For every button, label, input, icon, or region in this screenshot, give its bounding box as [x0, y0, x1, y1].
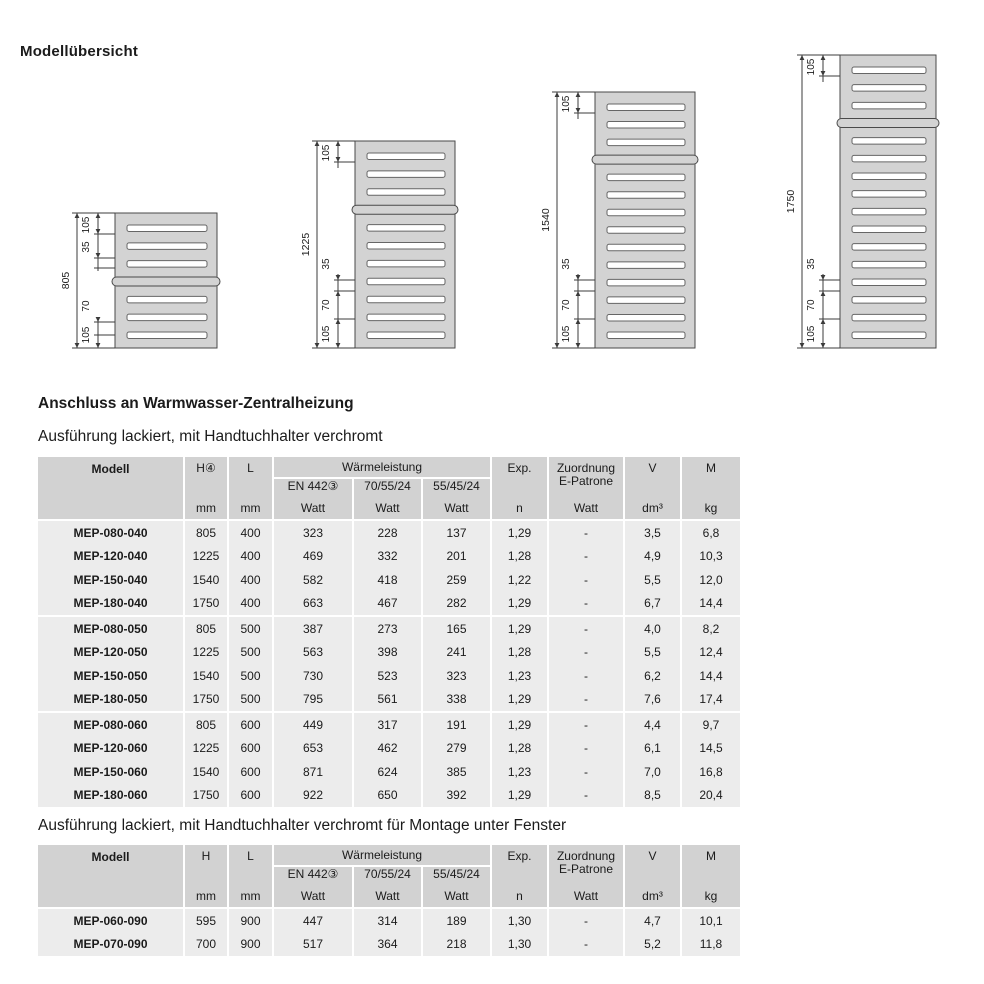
header-unit: kg — [704, 889, 718, 903]
cell-model: MEP-080-060 — [73, 717, 148, 732]
cell: 4,0 — [623, 617, 680, 641]
header-unit: Watt — [573, 501, 599, 515]
cell: 191 — [421, 713, 490, 737]
cell: 1750 — [183, 784, 227, 808]
cell: 9,7 — [680, 713, 740, 737]
cell: - — [547, 737, 623, 761]
cell: 7,0 — [623, 760, 680, 784]
cell-model: MEP-150-050 — [73, 668, 148, 683]
cell: 1,29 — [490, 521, 547, 545]
header-line: Exp. — [507, 461, 532, 475]
cell: 462 — [352, 737, 421, 761]
header-line: E-Patrone — [558, 474, 613, 488]
header-line: 70/55/24 — [364, 867, 411, 881]
header-unit: n — [516, 501, 523, 515]
header-line: EN 442③ — [287, 479, 339, 493]
table1-caption: Ausführung lackiert, mit Handtuchhalter verchromt — [38, 428, 383, 445]
cell: 500 — [227, 664, 272, 688]
cell: 14,4 — [680, 664, 740, 688]
cell: 338 — [421, 688, 490, 712]
cell: 364 — [352, 933, 421, 957]
header-line: Zuordnung — [556, 461, 616, 475]
cell: 4,9 — [623, 545, 680, 569]
header-label — [288, 868, 339, 881]
cell: 400 — [227, 545, 272, 569]
cell: 10,1 — [680, 909, 740, 933]
cell: 600 — [227, 784, 272, 808]
cell: 282 — [421, 592, 490, 616]
col-header-70-55-24 — [352, 479, 421, 519]
table-row — [38, 664, 740, 688]
svg-text:35: 35 — [81, 241, 92, 253]
cell: 3,5 — [623, 521, 680, 545]
cell: 16,8 — [680, 760, 740, 784]
cell: 563 — [272, 641, 352, 665]
radiator-drawing-1225 — [300, 141, 458, 348]
cell: 6,1 — [623, 737, 680, 761]
cell: 449 — [272, 713, 352, 737]
header-unit: Watt — [375, 889, 400, 903]
cell-model: MEP-180-040 — [73, 596, 148, 611]
header-line: 55/45/24 — [433, 867, 480, 881]
cell: 189 — [421, 909, 490, 933]
cell: 400 — [227, 592, 272, 616]
cell: - — [547, 664, 623, 688]
radiator-drawing-1540 — [540, 92, 698, 348]
svg-text:105: 105 — [561, 95, 572, 113]
header-label — [648, 462, 656, 475]
svg-text:35: 35 — [321, 258, 332, 270]
cell-model: MEP-150-040 — [73, 572, 148, 587]
spec-table-under-window — [38, 845, 740, 958]
cell: 14,4 — [680, 592, 740, 616]
header-line: H — [201, 849, 211, 863]
header-line: V — [648, 461, 657, 475]
table-row — [38, 737, 740, 761]
cell: 14,5 — [680, 737, 740, 761]
cell: 8,2 — [680, 617, 740, 641]
cell: 1540 — [183, 568, 227, 592]
cell: 500 — [227, 688, 272, 712]
svg-text:105: 105 — [81, 326, 92, 344]
header-unit: mm — [196, 889, 216, 903]
cell-model: MEP-150-060 — [73, 764, 148, 779]
cell-model: MEP-070-090 — [73, 937, 148, 952]
cell: 1,30 — [490, 909, 547, 933]
svg-text:105: 105 — [321, 325, 332, 343]
cell: 1225 — [183, 737, 227, 761]
header-line: Modell — [91, 462, 130, 476]
header-label — [364, 868, 411, 881]
cell: 600 — [227, 737, 272, 761]
svg-text:1225: 1225 — [300, 232, 312, 257]
table-row — [38, 784, 740, 808]
svg-text:105: 105 — [321, 144, 332, 162]
table-row — [38, 568, 740, 592]
cell: 398 — [352, 641, 421, 665]
group-title-waermeleistung: Wärmeleistung — [274, 457, 490, 479]
row-group — [38, 909, 740, 956]
header-label — [247, 850, 254, 863]
svg-text:35: 35 — [806, 258, 817, 270]
cell: 500 — [227, 641, 272, 665]
cell-model: MEP-180-060 — [73, 788, 148, 803]
col-header-en442 — [274, 479, 352, 519]
cell: - — [547, 592, 623, 616]
header-unit: mm — [196, 501, 216, 515]
col-header-v — [623, 457, 680, 519]
header-label — [706, 850, 716, 863]
cell: 871 — [272, 760, 352, 784]
col-group-waermeleistung — [272, 457, 490, 519]
cell: 137 — [421, 521, 490, 545]
header-label — [202, 850, 211, 863]
header-line: E-Patrone — [558, 862, 613, 876]
svg-text:70: 70 — [81, 300, 92, 312]
cell: 323 — [272, 521, 352, 545]
cell: - — [547, 713, 623, 737]
spec-table-standard — [38, 457, 740, 809]
group-subheaders — [274, 867, 490, 907]
col-header-zuordnung-e-patrone — [547, 845, 623, 907]
header-line: V — [648, 849, 657, 863]
cell: 201 — [421, 545, 490, 569]
header-label — [507, 462, 531, 475]
table-row — [38, 688, 740, 712]
cell-model: MEP-120-040 — [73, 549, 148, 564]
cell: 600 — [227, 713, 272, 737]
cell: 4,4 — [623, 713, 680, 737]
cell: 5,5 — [623, 641, 680, 665]
col-header-modell — [38, 457, 183, 519]
cell: - — [547, 641, 623, 665]
header-line: M — [706, 849, 716, 863]
col-header-h — [183, 845, 227, 907]
cell: 805 — [183, 713, 227, 737]
cell: 1,23 — [490, 664, 547, 688]
header-label — [364, 480, 411, 493]
cell: 385 — [421, 760, 490, 784]
cell: 523 — [352, 664, 421, 688]
cell: - — [547, 760, 623, 784]
cell: 279 — [421, 737, 490, 761]
cell: 1,29 — [490, 713, 547, 737]
cell: 663 — [272, 592, 352, 616]
cell: 650 — [352, 784, 421, 808]
cell: 1225 — [183, 641, 227, 665]
header-unit: Watt — [375, 501, 400, 515]
group-title-waermeleistung: Wärmeleistung — [274, 845, 490, 867]
cell: 12,0 — [680, 568, 740, 592]
col-header-h — [183, 457, 227, 519]
cell-model: MEP-080-050 — [73, 621, 148, 636]
header-line: H④ — [196, 461, 216, 475]
header-label — [557, 462, 615, 488]
cell: 241 — [421, 641, 490, 665]
cell: 795 — [272, 688, 352, 712]
cell-model: MEP-120-060 — [73, 741, 148, 756]
header-label — [288, 480, 339, 493]
table-header — [38, 457, 740, 519]
cell: 6,7 — [623, 592, 680, 616]
cell: 467 — [352, 592, 421, 616]
header-label — [433, 868, 480, 881]
svg-text:70: 70 — [321, 299, 332, 311]
table-row — [38, 617, 740, 641]
svg-text:35: 35 — [561, 258, 572, 270]
header-unit: Watt — [300, 501, 326, 515]
cell: 582 — [272, 568, 352, 592]
cell: 1,28 — [490, 737, 547, 761]
cell: 1,29 — [490, 592, 547, 616]
header-label — [507, 850, 531, 863]
col-group-waermeleistung — [272, 845, 490, 907]
cell: 7,6 — [623, 688, 680, 712]
cell: 1,30 — [490, 933, 547, 957]
header-label — [648, 850, 656, 863]
header-unit: Watt — [573, 889, 599, 903]
section-heading: Anschluss an Warmwasser-Zentralheizung — [38, 395, 354, 412]
col-header-55-45-24 — [421, 867, 490, 907]
cell: 332 — [352, 545, 421, 569]
header-line: EN 442③ — [287, 867, 339, 881]
table-row — [38, 713, 740, 737]
cell: 700 — [183, 933, 227, 957]
svg-text:105: 105 — [561, 325, 572, 343]
cell: - — [547, 784, 623, 808]
svg-text:1540: 1540 — [540, 208, 552, 232]
table-row — [38, 545, 740, 569]
table-row — [38, 592, 740, 616]
cell: 595 — [183, 909, 227, 933]
cell: 8,5 — [623, 784, 680, 808]
model-drawings — [0, 0, 984, 368]
cell: - — [547, 933, 623, 957]
col-header-en442 — [274, 867, 352, 907]
cell-model: MEP-180-050 — [73, 692, 148, 707]
row-group — [38, 617, 740, 711]
col-header-m — [680, 457, 740, 519]
cell: 447 — [272, 909, 352, 933]
header-unit: Watt — [444, 889, 469, 903]
cell-model: MEP-060-090 — [73, 913, 148, 928]
cell: 400 — [227, 568, 272, 592]
header-line: M — [706, 461, 716, 475]
cell: - — [547, 909, 623, 933]
cell: 922 — [272, 784, 352, 808]
cell: - — [547, 568, 623, 592]
cell: 469 — [272, 545, 352, 569]
cell: 600 — [227, 760, 272, 784]
cell: 317 — [352, 713, 421, 737]
header-label — [196, 462, 215, 475]
cell: - — [547, 617, 623, 641]
cell: 500 — [227, 617, 272, 641]
table-row — [38, 933, 740, 957]
cell: - — [547, 545, 623, 569]
svg-text:70: 70 — [561, 299, 572, 311]
header-unit: n — [516, 889, 523, 903]
cell: 5,5 — [623, 568, 680, 592]
cell: 20,4 — [680, 784, 740, 808]
cell: 1540 — [183, 760, 227, 784]
cell: 5,2 — [623, 933, 680, 957]
cell: 730 — [272, 664, 352, 688]
table-row — [38, 909, 740, 933]
cell: 900 — [227, 909, 272, 933]
cell: 273 — [352, 617, 421, 641]
cell: 1,29 — [490, 617, 547, 641]
row-group — [38, 713, 740, 807]
cell: 259 — [421, 568, 490, 592]
col-header-exp — [490, 845, 547, 907]
svg-text:1750: 1750 — [785, 189, 797, 214]
cell: 1,23 — [490, 760, 547, 784]
cell: 1225 — [183, 545, 227, 569]
cell: 1750 — [183, 592, 227, 616]
cell: 228 — [352, 521, 421, 545]
cell: 900 — [227, 933, 272, 957]
col-header-70-55-24 — [352, 867, 421, 907]
header-line: L — [247, 849, 254, 863]
svg-text:105: 105 — [806, 58, 817, 76]
cell: 517 — [272, 933, 352, 957]
cell: 17,4 — [680, 688, 740, 712]
cell: 805 — [183, 617, 227, 641]
cell: 4,7 — [623, 909, 680, 933]
header-line: 70/55/24 — [364, 479, 411, 493]
table-row — [38, 641, 740, 665]
svg-text:105: 105 — [806, 325, 817, 343]
header-line: L — [247, 461, 254, 475]
col-header-exp — [490, 457, 547, 519]
table2-caption: Ausführung lackiert, mit Handtuchhalter verchromt für Montage unter Fenster — [38, 817, 567, 834]
cell: 314 — [352, 909, 421, 933]
cell: 653 — [272, 737, 352, 761]
header-unit: dm³ — [642, 501, 663, 515]
header-unit: kg — [704, 501, 718, 515]
header-line: Modell — [91, 850, 130, 864]
header-unit: dm³ — [642, 889, 663, 903]
radiator-drawing-805 — [60, 213, 220, 348]
header-line: 55/45/24 — [433, 479, 480, 493]
row-group — [38, 521, 740, 615]
header-label — [433, 480, 480, 493]
svg-text:70: 70 — [806, 299, 817, 311]
col-header-m — [680, 845, 740, 907]
cell: 323 — [421, 664, 490, 688]
table-row — [38, 760, 740, 784]
group-subheaders — [274, 479, 490, 519]
header-label — [706, 462, 716, 475]
svg-text:105: 105 — [81, 216, 92, 234]
cell: 392 — [421, 784, 490, 808]
cell: - — [547, 688, 623, 712]
col-header-v — [623, 845, 680, 907]
cell: 1540 — [183, 664, 227, 688]
cell: 165 — [421, 617, 490, 641]
header-line: Zuordnung — [556, 849, 616, 863]
cell: 1,29 — [490, 688, 547, 712]
cell: 10,3 — [680, 545, 740, 569]
cell: 805 — [183, 521, 227, 545]
cell: 1,29 — [490, 784, 547, 808]
cell: 1,28 — [490, 641, 547, 665]
cell-model: MEP-120-050 — [73, 645, 148, 660]
col-header-55-45-24 — [421, 479, 490, 519]
header-unit: mm — [240, 889, 261, 903]
header-unit: mm — [240, 501, 261, 515]
cell: 1,22 — [490, 568, 547, 592]
cell: 12,4 — [680, 641, 740, 665]
cell: 561 — [352, 688, 421, 712]
header-unit: Watt — [300, 889, 326, 903]
header-label — [557, 850, 615, 876]
svg-text:805: 805 — [60, 271, 72, 290]
col-header-l — [227, 457, 272, 519]
cell: 418 — [352, 568, 421, 592]
cell: 218 — [421, 933, 490, 957]
cell: 1750 — [183, 688, 227, 712]
radiator-drawing-1750 — [785, 55, 939, 348]
header-label — [247, 462, 254, 475]
page-title: Modellübersicht — [20, 43, 139, 60]
table-header — [38, 845, 740, 907]
cell: 1,28 — [490, 545, 547, 569]
col-header-zuordnung-e-patrone — [547, 457, 623, 519]
cell: 6,2 — [623, 664, 680, 688]
cell: - — [547, 521, 623, 545]
col-header-l — [227, 845, 272, 907]
header-line: Exp. — [507, 849, 532, 863]
cell: 6,8 — [680, 521, 740, 545]
header-unit: Watt — [444, 501, 469, 515]
col-header-modell — [38, 845, 183, 907]
cell: 387 — [272, 617, 352, 641]
cell-model: MEP-080-040 — [73, 525, 148, 540]
cell: 400 — [227, 521, 272, 545]
cell: 624 — [352, 760, 421, 784]
table-row — [38, 521, 740, 545]
cell: 11,8 — [680, 933, 740, 957]
